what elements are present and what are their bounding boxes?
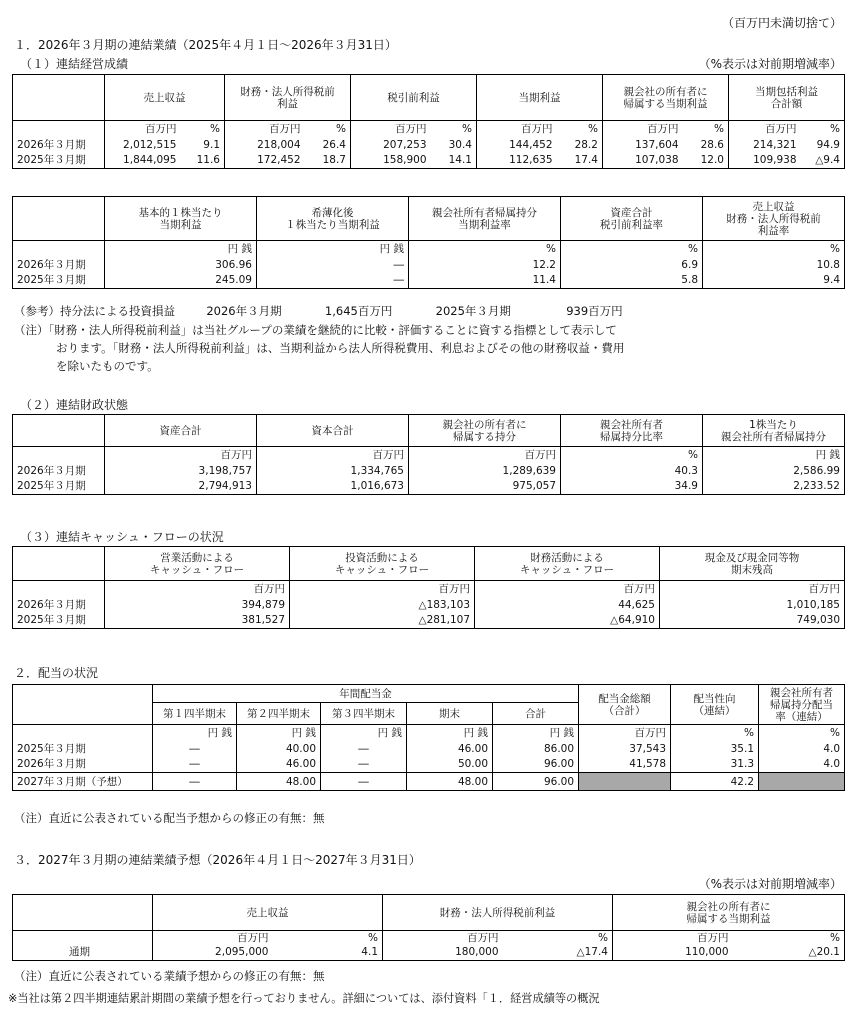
data-cell: 394,879: [105, 597, 290, 613]
unit-cell: %: [561, 447, 703, 463]
table-row: [13, 463, 845, 479]
data-cell: 1,016,673: [257, 479, 409, 495]
data-cell: 94.9: [801, 137, 845, 153]
data-cell: 40.3: [561, 463, 703, 479]
subsection-financial-position: （２）連結財政状態: [20, 398, 129, 412]
unit-cell: 円 銭: [237, 725, 321, 741]
row-label: 2025年３月期: [13, 613, 105, 629]
dividends-table: [12, 684, 845, 791]
unit-cell: 百万円: [521, 122, 553, 135]
table-row: [13, 153, 845, 169]
data-cell: 46.00: [237, 757, 321, 773]
data-cell: 4.0: [759, 741, 845, 757]
unit-cell: 百万円: [647, 122, 679, 135]
data-cell: 34.9: [561, 479, 703, 495]
blank-header-cell: [13, 895, 153, 931]
table-row: [13, 741, 845, 757]
financial-position-table: [12, 414, 845, 495]
blank-header-cell: [13, 415, 105, 447]
table-row: [13, 945, 845, 961]
table-row: [13, 257, 845, 273]
data-cell: 218,004: [257, 138, 301, 151]
unit-cell: 百万円: [475, 581, 660, 597]
data-cell: 1,010,185: [660, 597, 845, 613]
unit-cell: %: [409, 241, 561, 257]
header-q2-end: 第２四半期末: [237, 703, 321, 725]
unit-cell: %: [671, 725, 759, 741]
unit-cell: 百万円: [105, 447, 257, 463]
header-doe: 親会社所有者 帰属持分配当 率（連結）: [759, 685, 845, 725]
row-label: 2026年３月期: [13, 257, 105, 273]
table-row: [13, 137, 845, 153]
data-cell: △64,910: [475, 613, 660, 629]
unit-cell: %: [801, 121, 845, 137]
unit-cell: %: [431, 121, 477, 137]
table-row: [13, 479, 845, 495]
blank-header-cell: [13, 197, 105, 241]
unit-cell: 百万円: [660, 581, 845, 597]
data-cell: ―: [321, 757, 407, 773]
data-cell: 2,095,000: [153, 945, 273, 961]
data-cell: 158,900: [351, 153, 431, 169]
data-cell: 1,334,765: [257, 463, 409, 479]
header-diluted-eps: 希薄化後 １株当たり当期利益: [257, 197, 409, 241]
note-line-3: を除いたものです。: [56, 359, 159, 373]
data-cell: 110,000: [613, 945, 733, 961]
header-profit-attributable: 親会社の所有者に 帰属する当期利益: [613, 895, 845, 931]
percent-note: （%表示は対前期増減率）: [698, 57, 842, 71]
shaded-cell: [759, 773, 845, 791]
section2-title: ２．配当の状況: [14, 666, 99, 680]
data-cell: 2,233.52: [703, 479, 845, 495]
header-pretax-roa: 資産合計 税引前利益率: [561, 197, 703, 241]
unit-cell: %: [561, 241, 703, 257]
unit-cell: 百万円: [579, 725, 671, 741]
unit-cell: %: [759, 725, 845, 741]
table-row: [13, 757, 845, 773]
data-cell: 2,794,913: [105, 479, 257, 495]
subsection-cash-flows: （３）連結キャッシュ・フローの状況: [20, 530, 224, 544]
unit-label-cell: [13, 121, 105, 137]
unit-cell: 百万円: [105, 581, 290, 597]
data-cell: 975,057: [409, 479, 561, 495]
unit-cell: %: [305, 121, 351, 137]
data-cell: 35.1: [671, 741, 759, 757]
data-cell: 4.1: [273, 945, 383, 961]
blank-header-cell: [13, 685, 153, 725]
data-cell: 96.00: [493, 757, 579, 773]
unit-cell: %: [503, 931, 613, 945]
table-row: [13, 597, 845, 613]
unit-label-cell: [13, 725, 153, 741]
data-cell: △281,107: [290, 613, 475, 629]
data-cell: 381,527: [105, 613, 290, 629]
unit-cell: 百万円: [257, 447, 409, 463]
data-cell: 245.09: [105, 273, 257, 289]
data-cell: 42.2: [671, 773, 759, 791]
unit-cell: 円 銭: [321, 725, 407, 741]
data-cell: 44,625: [475, 597, 660, 613]
header-revenue: 売上収益: [153, 895, 383, 931]
data-cell: 10.8: [703, 257, 845, 273]
row-label: 2027年３月期（予想）: [13, 773, 153, 791]
data-cell: 749,030: [660, 613, 845, 629]
data-cell: 86.00: [493, 741, 579, 757]
row-label: 2026年３月期: [13, 137, 105, 153]
unit-cell: %: [557, 121, 603, 137]
data-cell: 2,586.99: [703, 463, 845, 479]
header-equity-attributable: 親会社の所有者に 帰属する持分: [409, 415, 561, 447]
operating-results-table: [12, 74, 845, 169]
data-cell: ―: [153, 757, 237, 773]
unit-note: （百万円未満切捨て）: [721, 16, 842, 30]
unit-cell: 円 銭: [257, 241, 409, 257]
data-cell: ―: [257, 257, 409, 273]
unit-cell: %: [733, 931, 845, 945]
table-row: [13, 273, 845, 289]
header-investing-cf: 投資活動による キャッシュ・フロー: [290, 547, 475, 581]
data-cell: ―: [153, 773, 237, 791]
header-total: 合計: [493, 703, 579, 725]
header-profit-attributable: 親会社の所有者に 帰属する当期利益: [603, 75, 729, 121]
unit-cell: %: [703, 241, 845, 257]
subsection-operating-results: （１）連結経営成績: [20, 57, 129, 71]
unit-label-cell: [13, 241, 105, 257]
forecast-percent-note: （%表示は対前期増減率）: [698, 877, 842, 891]
row-label: 2026年３月期: [13, 597, 105, 613]
table-row: [13, 613, 845, 629]
header-payout-ratio: 配当性向 （連結）: [671, 685, 759, 725]
data-cell: 12.0: [683, 153, 729, 169]
data-cell: 9.1: [181, 137, 225, 153]
row-label: 通期: [13, 945, 153, 961]
data-cell: 11.4: [409, 273, 561, 289]
data-cell: 41,578: [579, 757, 671, 773]
data-cell: 37,543: [579, 741, 671, 757]
unit-label-cell: [13, 447, 105, 463]
data-cell: 207,253: [383, 138, 427, 151]
data-cell: 11.6: [181, 153, 225, 169]
data-cell: 109,938: [729, 153, 801, 169]
unit-cell: 百万円: [290, 581, 475, 597]
unit-cell: 円 銭: [407, 725, 493, 741]
unit-cell: 百万円: [467, 931, 499, 944]
header-equity-ratio: 親会社所有者 帰属持分比率: [561, 415, 703, 447]
unit-cell: %: [683, 121, 729, 137]
header-total-assets: 資産合計: [105, 415, 257, 447]
note-line-1: （注）「財務・法人所得税前利益」は当社グループの業績を継続的に比較・評価することに資する指標として表示して: [14, 323, 617, 337]
row-label: 2025年３月期: [13, 273, 105, 289]
data-cell: 50.00: [407, 757, 493, 773]
forecast-disclaimer: ※当社は第２四半期連結累計期間の業績予想を行っておりません。詳細については、添付資料「１．経営成績等の概況: [8, 992, 600, 1005]
data-cell: 137,604: [635, 138, 679, 151]
data-cell: 306.96: [105, 257, 257, 273]
data-cell: 12.2: [409, 257, 561, 273]
header-basic-eps: 基本的１株当たり 当期利益: [105, 197, 257, 241]
data-cell: 30.4: [431, 137, 477, 153]
data-cell: 1,289,639: [409, 463, 561, 479]
reference-value-2: 939百万円: [566, 304, 623, 318]
unit-cell: 円 銭: [703, 447, 845, 463]
header-net-profit: 当期利益: [477, 75, 603, 121]
data-cell: 4.0: [759, 757, 845, 773]
data-cell: 144,452: [509, 138, 553, 151]
cash-flow-table: [12, 546, 845, 629]
unit-cell: %: [181, 121, 225, 137]
unit-cell: 百万円: [145, 122, 177, 135]
unit-cell: 百万円: [697, 931, 729, 944]
unit-cell: %: [273, 931, 383, 945]
data-cell: ―: [321, 773, 407, 791]
data-cell: ―: [257, 273, 409, 289]
unit-label-cell: [13, 931, 153, 945]
data-cell: ―: [321, 741, 407, 757]
data-cell: 48.00: [407, 773, 493, 791]
unit-cell: 百万円: [409, 447, 561, 463]
unit-label-cell: [13, 581, 105, 597]
unit-cell: 円 銭: [153, 725, 237, 741]
data-cell: 112,635: [477, 153, 557, 169]
reference-period-2: 2025年３月期: [435, 304, 511, 318]
unit-cell: 百万円: [237, 931, 269, 944]
per-share-ratios-table: [12, 196, 845, 289]
section3-title: ３．2027年３月期の連結業績予想（2026年４月１日～2027年３月31日）: [14, 853, 421, 867]
data-cell: 3,198,757: [105, 463, 257, 479]
row-label: 2025年３月期: [13, 741, 153, 757]
header-profit-before-tax-finance: 財務・法人所得税前 利益: [225, 75, 351, 121]
unit-cell: 円 銭: [493, 725, 579, 741]
unit-cell: 百万円: [765, 122, 797, 135]
blank-header-cell: [13, 547, 105, 581]
header-bps: 1株当たり 親会社所有者帰属持分: [703, 415, 845, 447]
header-profit-before-tax-finance: 財務・法人所得税前利益: [383, 895, 613, 931]
unit-cell: 百万円: [395, 122, 427, 135]
header-financing-cf: 財務活動による キャッシュ・フロー: [475, 547, 660, 581]
row-label: 2026年３月期: [13, 757, 153, 773]
header-operating-cf: 営業活動による キャッシュ・フロー: [105, 547, 290, 581]
equity-method-reference: [14, 303, 623, 319]
data-cell: 17.4: [557, 153, 603, 169]
header-total-equity: 資本合計: [257, 415, 409, 447]
data-cell: 18.7: [305, 153, 351, 169]
shaded-cell: [579, 773, 671, 791]
data-cell: 96.00: [493, 773, 579, 791]
data-cell: 28.6: [683, 137, 729, 153]
reference-value-1: 1,645百万円: [324, 304, 393, 318]
row-label: 2025年３月期: [13, 479, 105, 495]
data-cell: 40.00: [237, 741, 321, 757]
data-cell: ―: [153, 741, 237, 757]
data-cell: 31.3: [671, 757, 759, 773]
data-cell: 2,012,515: [123, 138, 177, 151]
forecast-table: [12, 894, 845, 961]
dividend-note: （注）直近に公表されている配当予想からの修正の有無：無: [14, 811, 325, 825]
data-cell: 180,000: [383, 945, 503, 961]
header-year-end: 期末: [407, 703, 493, 725]
header-cash-balance: 現金及び現金同等物 期末残高: [660, 547, 845, 581]
data-cell: 5.8: [561, 273, 703, 289]
data-cell: △183,103: [290, 597, 475, 613]
header-revenue: 売上収益: [105, 75, 225, 121]
reference-label: （参考）持分法による投資損益: [14, 304, 175, 318]
data-cell: 14.1: [431, 153, 477, 169]
data-cell: 1,844,095: [105, 153, 181, 169]
header-q1-end: 第１四半期末: [153, 703, 237, 725]
blank-header-cell: [13, 75, 105, 121]
forecast-note: （注）直近に公表されている業績予想からの修正の有無：無: [14, 969, 325, 983]
section1-title: １．2026年３月期の連結業績（2025年４月１日～2026年３月31日）: [14, 38, 397, 52]
row-label: 2026年３月期: [13, 463, 105, 479]
header-pretax-profit: 税引前利益: [351, 75, 477, 121]
data-cell: △17.4: [503, 945, 613, 961]
note-line-2: おります。「財務・法人所得税前利益」は、当期利益から法人所得税費用、利息およびその他の財務収益・費用: [56, 341, 625, 355]
header-total-dividends: 配当金総額 （合計）: [579, 685, 671, 725]
forecast-row: [13, 773, 845, 791]
data-cell: △20.1: [733, 945, 845, 961]
header-comprehensive-income: 当期包括利益 合計額: [729, 75, 845, 121]
data-cell: 48.00: [237, 773, 321, 791]
header-q3-end: 第３四半期末: [321, 703, 407, 725]
data-cell: 28.2: [557, 137, 603, 153]
data-cell: 214,321: [753, 138, 797, 151]
unit-cell: 円 銭: [105, 241, 257, 257]
reference-period-1: 2026年３月期: [206, 304, 282, 318]
unit-cell: 百万円: [269, 122, 301, 135]
header-roe: 親会社所有者帰属持分 当期利益率: [409, 197, 561, 241]
data-cell: 6.9: [561, 257, 703, 273]
row-label: 2025年３月期: [13, 153, 105, 169]
data-cell: △9.4: [801, 153, 845, 169]
data-cell: 172,452: [225, 153, 305, 169]
data-cell: 107,038: [603, 153, 683, 169]
data-cell: 46.00: [407, 741, 493, 757]
data-cell: 26.4: [305, 137, 351, 153]
header-operating-margin: 売上収益 財務・法人所得税前 利益率: [703, 197, 845, 241]
header-annual-dividend: 年間配当金: [153, 685, 579, 703]
data-cell: 9.4: [703, 273, 845, 289]
